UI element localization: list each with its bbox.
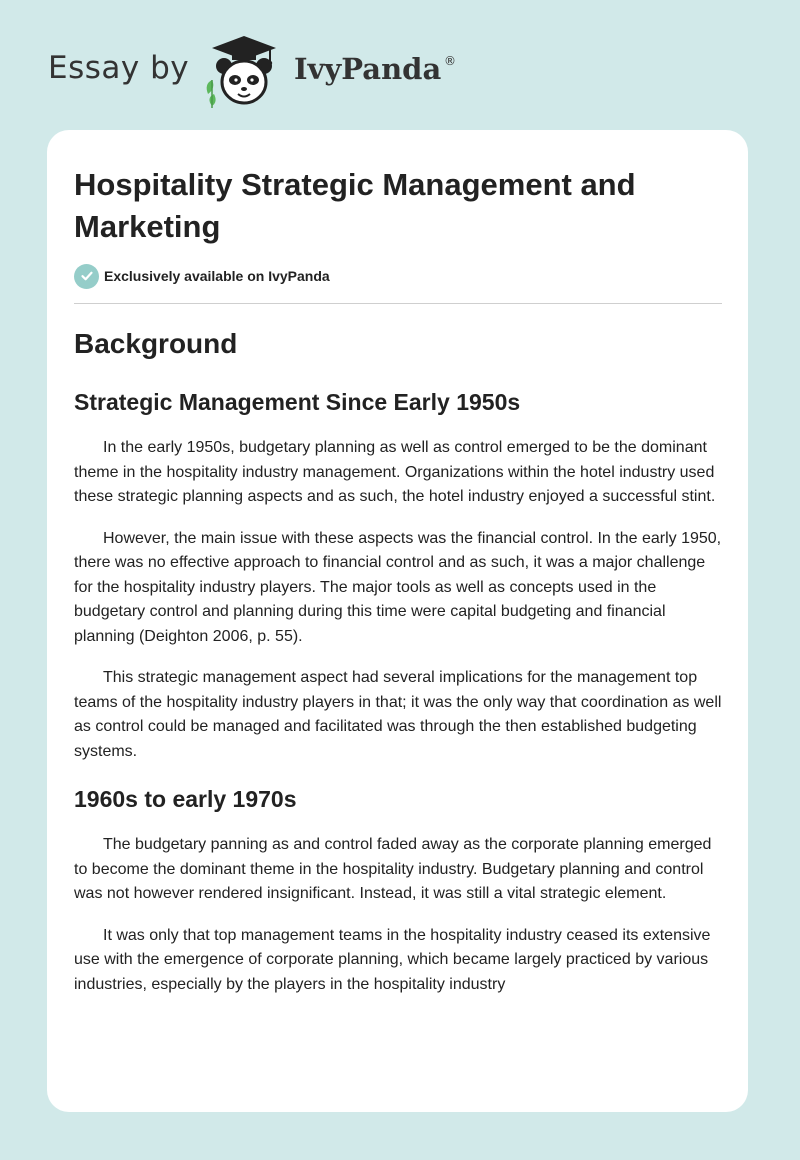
subsection-heading: Strategic Management Since Early 1950s	[74, 389, 521, 415]
exclusive-badge	[74, 263, 330, 289]
brand-name: IvyPanda	[294, 52, 442, 86]
paragraph: This strategic management aspect had several implications for the management top teams of the hospitality industry players in that; it was the only way that coordination as well as control could be managed and facilitated was through the then established budgeting systems.	[74, 669, 722, 760]
subsection-heading: 1960s to early 1970s	[74, 786, 297, 812]
check-circle-icon	[74, 264, 99, 289]
brand-prefix: Essay by	[48, 50, 190, 86]
panda-graduate-icon	[202, 32, 282, 112]
section-heading-background: Background	[74, 328, 238, 359]
exclusive-text: Exclusively available on IvyPanda	[104, 268, 330, 284]
paragraph: However, the main issue with these aspects was the financial control. In the early 1950, there was no effective approach to financial control and as such, it was a major challenge for the hospitality industry players. The major tools as well as concepts used in the budgetary control and planning during this time were capital budgeting and financial planning (Deighton 2006, p. 55).	[74, 529, 722, 645]
divider	[74, 303, 722, 304]
page-title: Hospitality Strategic Management and Marketing	[74, 167, 636, 244]
paragraph: In the early 1950s, budgetary planning as well as control emerged to be the dominant theme in the hospitality industry management. Organizations within the hotel industry used these strategic planning aspects and as such, the hotel industry enjoyed a successful stint.	[74, 439, 716, 505]
brand-registered-mark: ®	[444, 54, 456, 68]
paragraph: The budgetary panning as and control faded away as the corporate planning emerged to become the dominant theme in the hospitality industry. Budgetary planning and control was not however rendered insignificant. Instead, it was still a vital strategic element.	[74, 836, 712, 902]
brand-header	[48, 32, 488, 112]
essay-card	[47, 130, 748, 1112]
paragraph: It was only that top management teams in the hospitality industry ceased its extensive use with the emergence of corporate planning, which became largely practiced by various industries, especially by the players in the hospitality industry	[74, 926, 711, 993]
essay-content	[74, 324, 724, 997]
